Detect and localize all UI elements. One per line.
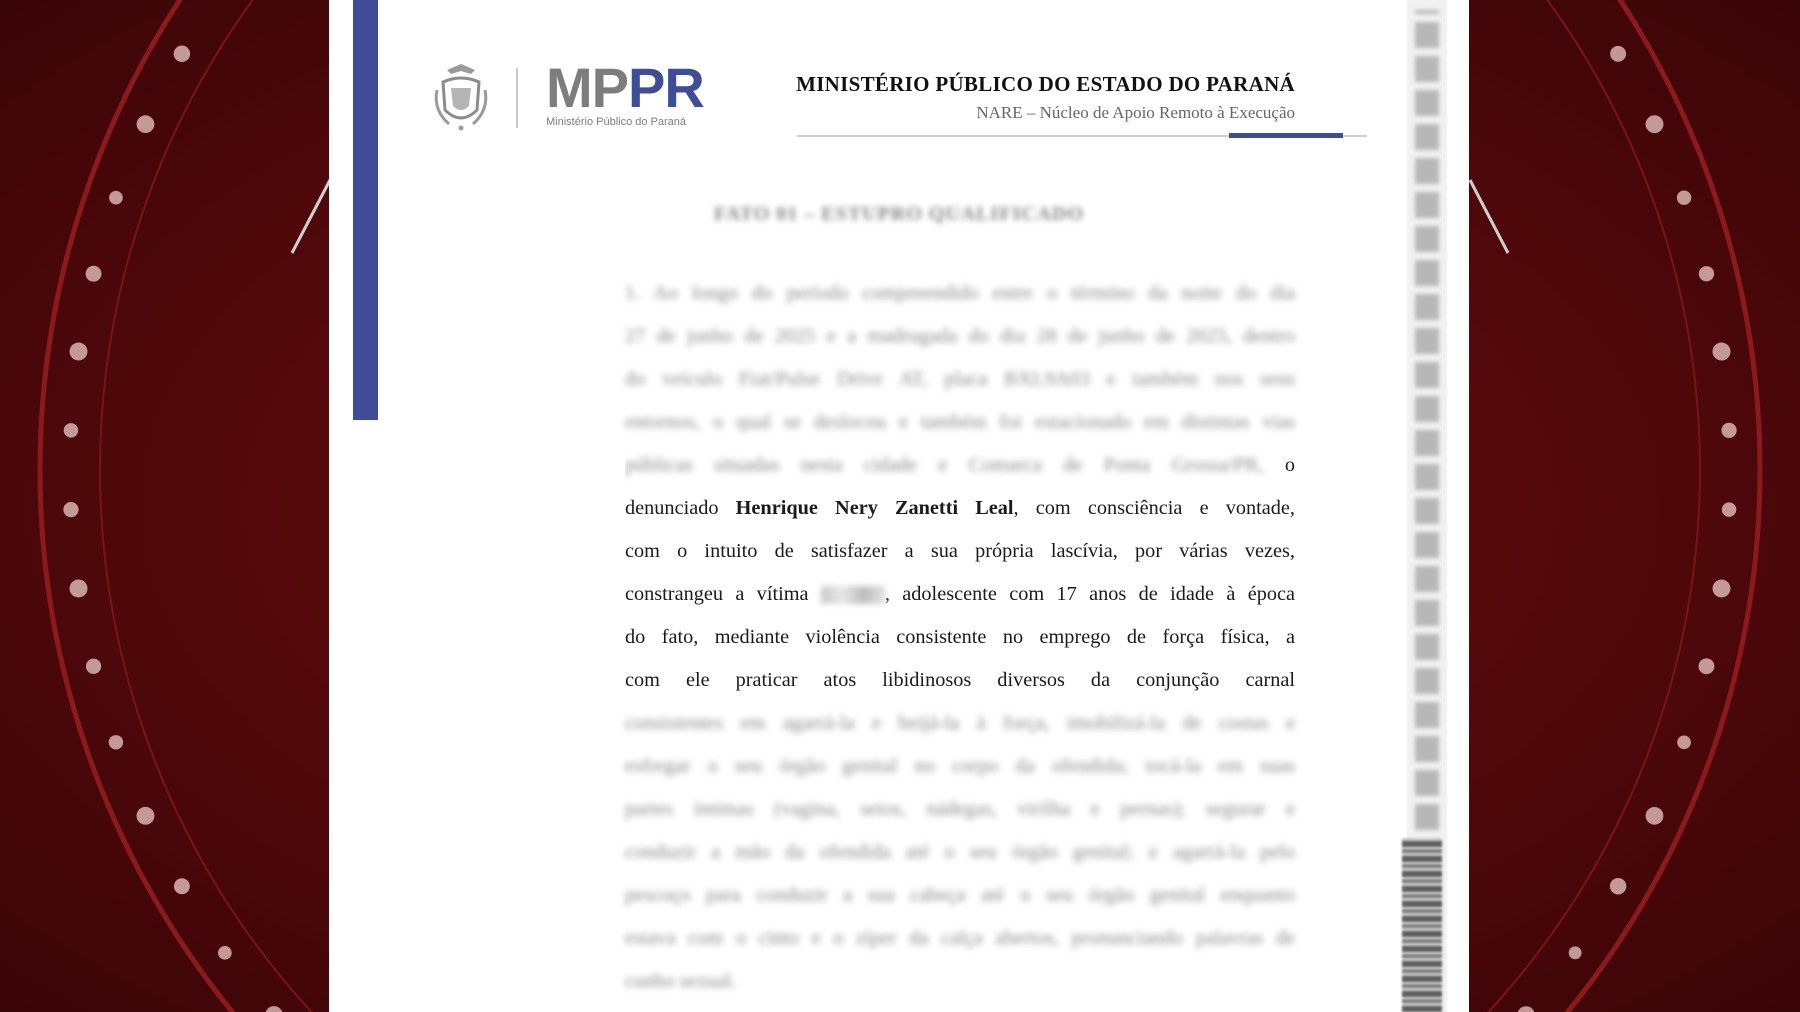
decor-dot: [174, 46, 191, 63]
blurred-line: do veículo Fiat/Pulse Drive AT, placa BXL9A03 e também nos seus: [625, 368, 1295, 390]
blurred-line: consistentes em agarrá-la e beijá-la à força, imobilizá-la de costas e: [625, 712, 1295, 734]
blurred-line: pescoço para conduzir a sua cabeça até o seu órgão genital enquanto: [625, 884, 1295, 906]
decor-dot: [1610, 46, 1626, 62]
decor-dot: [1712, 343, 1730, 361]
blurred-line: conduzir a mão da ofendida até o seu órgão genital; e agarrá-la pelo: [625, 841, 1295, 863]
blurred-line: cunho sexual.: [625, 970, 737, 992]
decor-dot: [70, 343, 88, 361]
decor-dot: [64, 423, 79, 438]
body-paragraph: [625, 272, 1295, 1003]
text-line: do fato, mediante violência consistente no emprego de força física, a: [625, 626, 1295, 648]
logo-mp-text: MP: [546, 56, 628, 119]
decor-dot: [1699, 658, 1715, 674]
decor-dot: [70, 579, 88, 597]
decor-dot: [1677, 190, 1691, 204]
decor-dot: [1722, 502, 1737, 517]
document-page: [329, 0, 1469, 1012]
decor-dot: [1713, 580, 1731, 598]
text-segment: , com consciência e vontade,: [1013, 497, 1295, 519]
logo-subtitle: Ministério Público do Paraná: [546, 116, 687, 128]
decor-dot: [265, 1006, 283, 1012]
mppr-logo: [546, 58, 716, 128]
blurred-line: 27 de junho de 2025 e a madrugada do dia 28 de junho de 2025, dentro: [625, 325, 1295, 347]
redacted-name: [821, 586, 885, 604]
barcode: [1402, 838, 1442, 1012]
decor-dot: [1569, 946, 1582, 959]
blurred-line: estava com o cinto e o zíper da calça abertos, pronunciando palavras de: [625, 927, 1295, 949]
decor-dot: [63, 502, 78, 517]
document-side-bar: [353, 0, 378, 420]
text-line: com o intuito de satisfazer a sua própria lascívia, por várias vezes,: [625, 540, 1295, 562]
text-segment: denunciado: [625, 497, 736, 519]
header-accent-bar: [1229, 133, 1343, 138]
text-line: [625, 573, 1295, 616]
decor-dot: [1610, 878, 1627, 895]
blurred-line: partes íntimas (vagina, seios, nádegas, virilha e pernas); segurar e: [625, 798, 1295, 820]
text-line: com ele praticar atos libidinosos diversos da conjunção carnal: [625, 669, 1295, 691]
margin-verification-text: [1415, 10, 1439, 830]
organization-subtitle: NARE – Núcleo de Apoio Remoto à Execução: [976, 103, 1295, 122]
decor-dot: [137, 807, 155, 825]
blurred-line: esfregar o seu órgão genital no corpo da ofendida; tocá-la em suas: [625, 755, 1295, 777]
coat-of-arms-icon: [431, 60, 491, 132]
mixed-line: [625, 444, 1295, 487]
decor-dot: [109, 191, 123, 205]
decor-dot: [218, 946, 232, 960]
text-segment: constrangeu a vítima: [625, 583, 821, 605]
decor-dot: [86, 266, 102, 282]
organization-title: MINISTÉRIO PÚBLICO DO ESTADO DO PARANÁ: [796, 72, 1295, 96]
fact-heading: FATO 01 – ESTUPRO QUALIFICADO: [714, 203, 1085, 225]
blurred-segment: públicas situadas nesta cidade e Comarca de Ponta Grossa/PR,: [625, 454, 1264, 476]
decor-dot: [1517, 1006, 1534, 1012]
text-segment: , adolescente com 17 anos de idade à época: [884, 583, 1295, 605]
decor-dot: [86, 659, 101, 674]
logo-divider: [516, 68, 518, 128]
blurred-line: entornos, o qual se deslocou e também foi estacionado em distintas vias: [625, 411, 1295, 433]
text-line: [625, 487, 1295, 530]
decor-dot: [1699, 266, 1714, 281]
decor-dot: [174, 878, 190, 894]
decor-dot: [1721, 423, 1736, 438]
decor-dot: [109, 735, 123, 749]
defendant-name: Henrique Nery Zanetti Leal: [735, 497, 1014, 519]
decor-dot: [1677, 735, 1691, 749]
logo-pr-text: PR: [628, 56, 704, 119]
decor-dot: [137, 115, 155, 133]
decor-dot: [1646, 807, 1664, 825]
blurred-line: 1. Ao longo do período compreendido entre o término da noite do dia: [625, 282, 1295, 304]
visible-segment: o: [1284, 454, 1295, 476]
decor-dot: [1646, 115, 1664, 133]
